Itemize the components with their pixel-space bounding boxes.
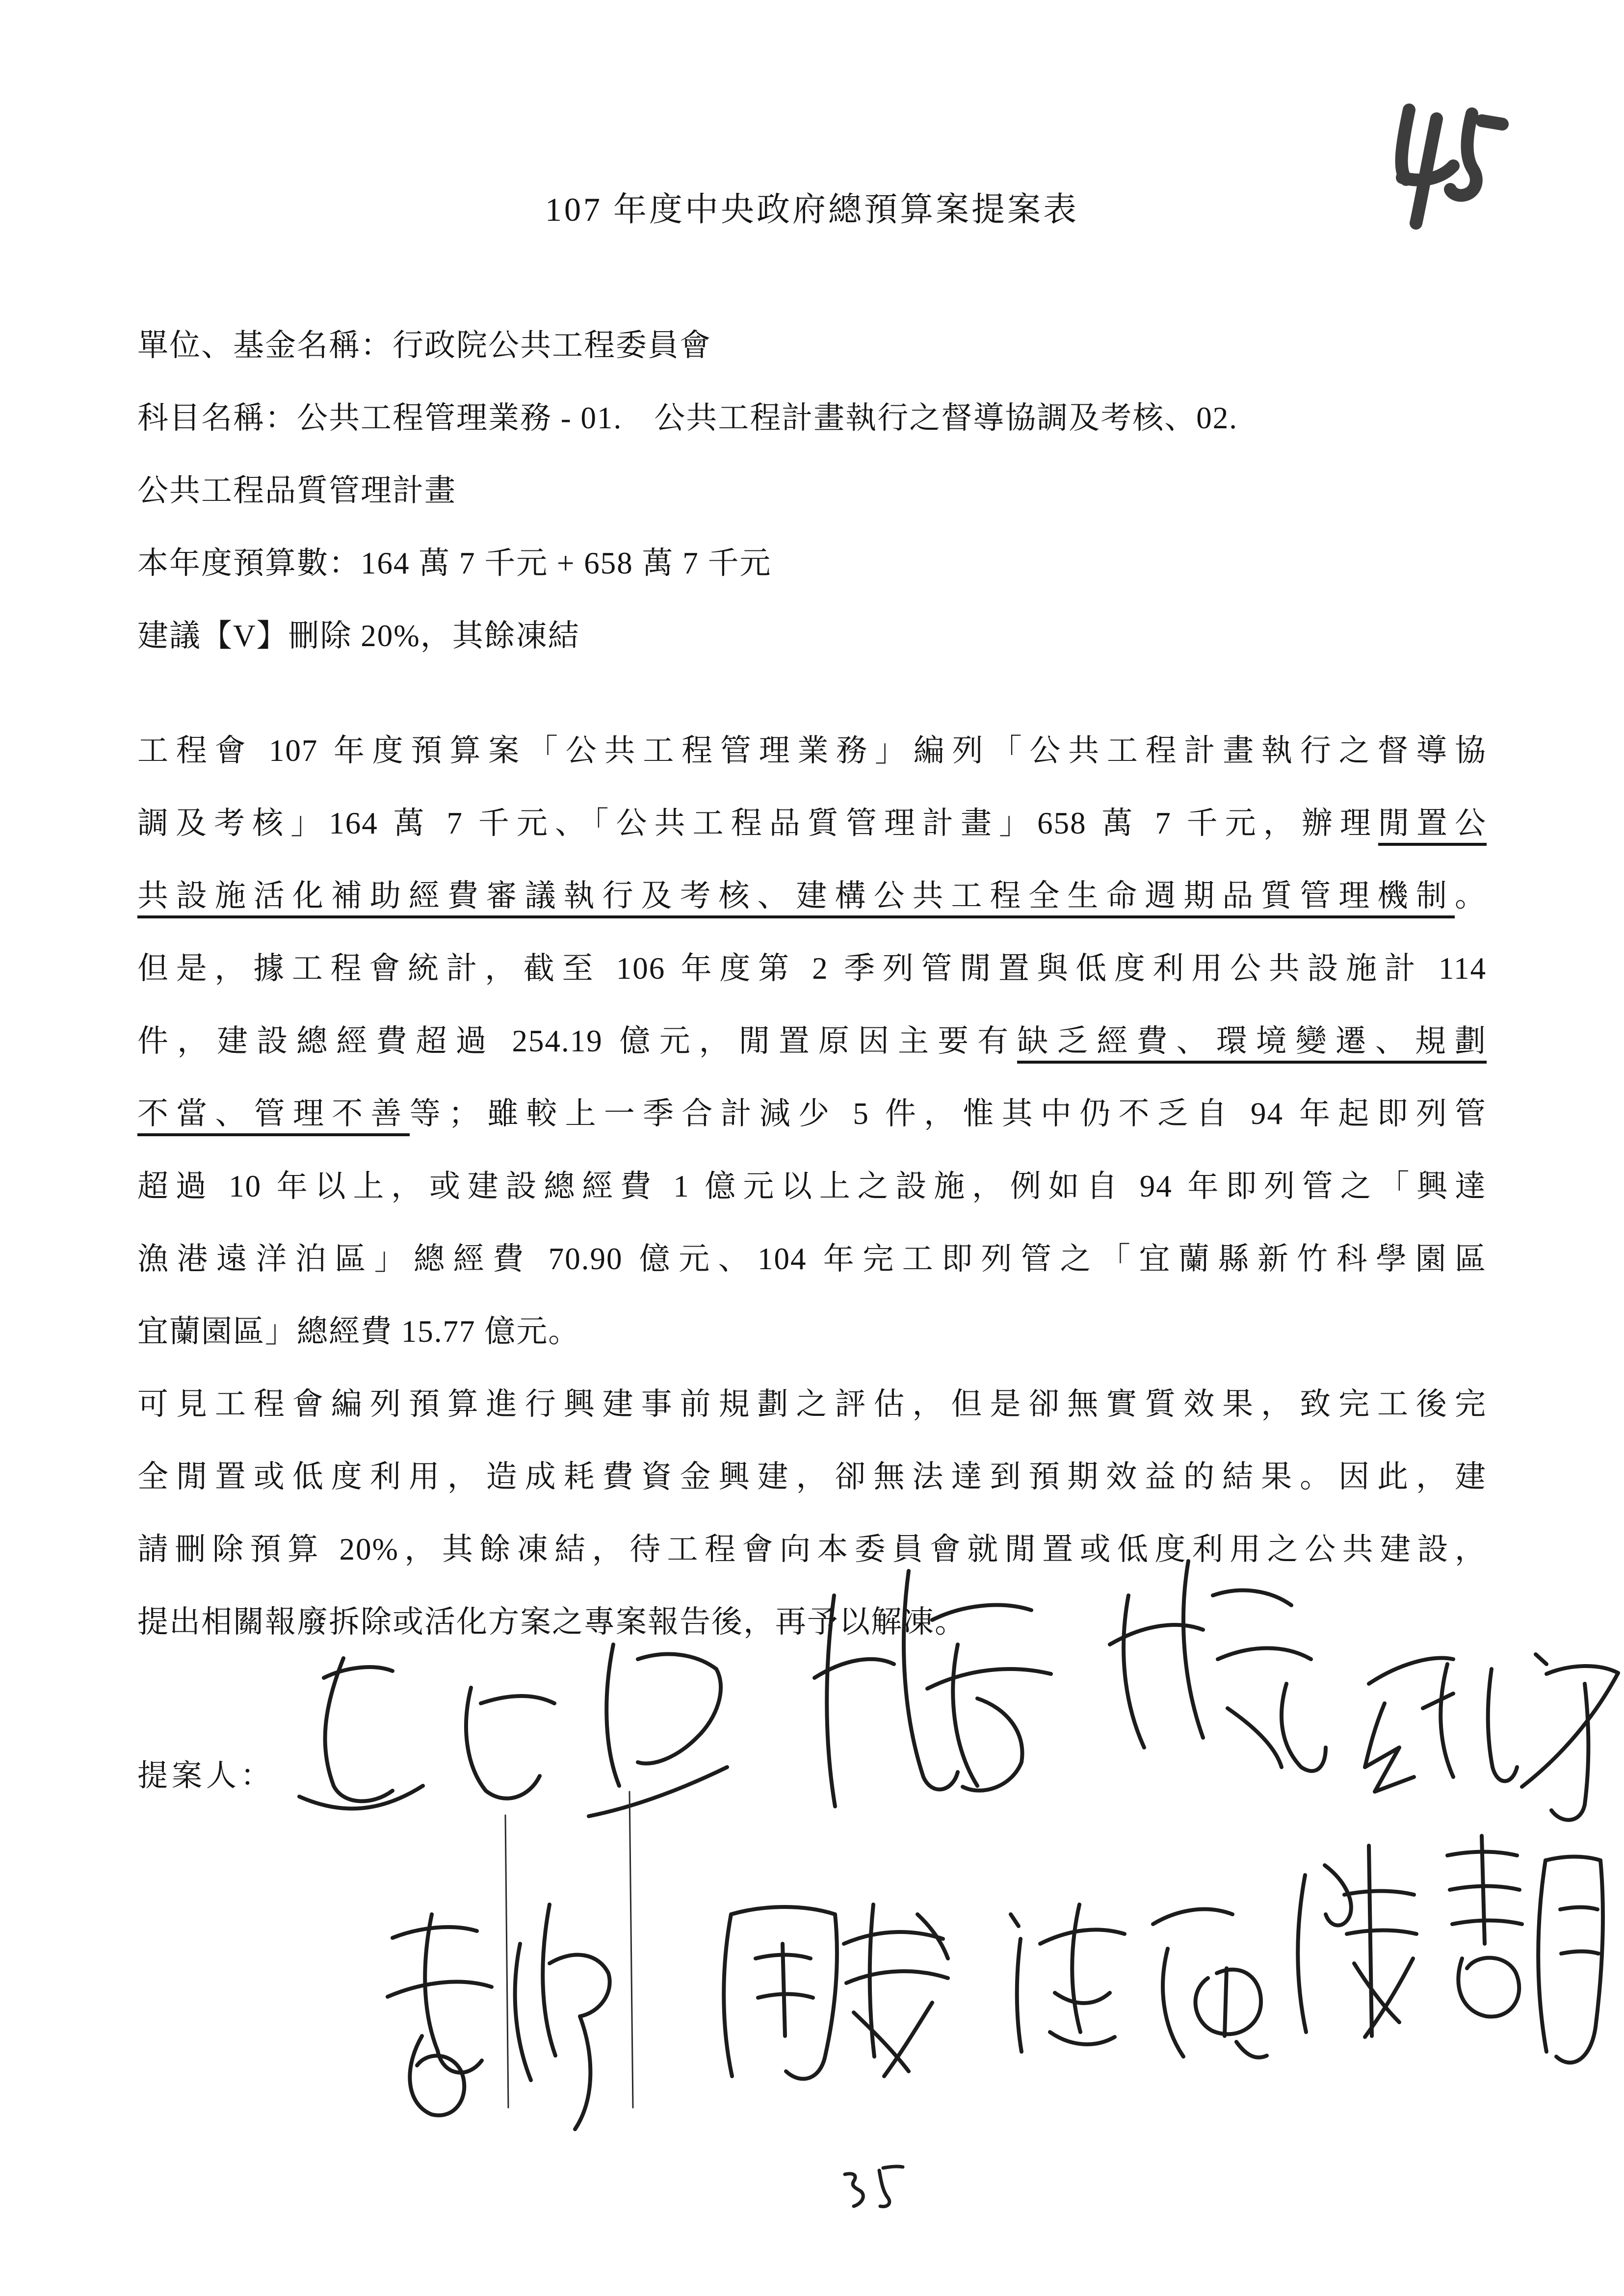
proposer-label: 提案人： — [137, 1759, 275, 1793]
text-segment: 單位、基金名稱：行政院公共工程委員會 — [137, 328, 711, 363]
underlined-text: 不當、管理不善 — [137, 1096, 410, 1136]
underlined-text: 缺乏經費、環境變遷、規劃 — [1017, 1024, 1487, 1064]
text-segment: 。 — [1455, 879, 1487, 913]
text-segment: 請刪除預算 20%，其餘凍結，待工程會向本委員會就閒置或低度利用之公共建設， — [137, 1532, 1487, 1566]
text-segment: 工程會 107 年度預算案「公共工程管理業務」編列「公共工程計畫執行之督導協 — [137, 733, 1487, 768]
page-number-35 — [845, 2166, 903, 2207]
page-title: 107 年度中央政府總預算案提案表 — [545, 191, 1079, 228]
text-line — [137, 382, 1487, 454]
text-line — [137, 454, 1487, 527]
text-line — [137, 1586, 1487, 1658]
text-line — [137, 1005, 1487, 1077]
text-segment: 提出相關報廢拆除或活化方案之專案報告後，再予以解凍。 — [137, 1605, 967, 1639]
text-segment: 全閒置或低度利用，造成耗費資金興建，卻無法達到預期效益的結果。因此，建 — [137, 1460, 1487, 1494]
text-line — [137, 309, 1487, 382]
text-segment: 超過 10 年以上，或建設總經費 1 億元以上之設施，例如自 94 年即列管之「興達 — [137, 1169, 1487, 1203]
text-segment: 等；雖較上一季合計減少 5 件，惟其中仍不乏自 94 年起即列管 — [409, 1096, 1487, 1131]
text-segment: 建議【V】刪除 20%，其餘凍結 — [137, 619, 580, 653]
underlined-text: 共設施活化補助經費審議執行及考核、建構公共工程全生命週期品質管理機制 — [137, 879, 1455, 918]
text-line — [137, 932, 1487, 1005]
signature-8 — [1298, 1836, 1603, 2062]
text-line — [137, 527, 1487, 600]
text-line — [137, 1077, 1487, 1150]
text-segment: 但是，據工程會統計，截至 106 年度第 2 季列管閒置與低度利用公共設施計 114 — [137, 951, 1487, 986]
text-line — [137, 787, 1487, 860]
text-segment: 可見工程會編列預算進行興建事前規劃之評估，但是卻無實質效果，致完工後完 — [137, 1387, 1487, 1421]
signature-6 — [724, 1905, 948, 2079]
header-block — [137, 309, 1487, 672]
text-segment: 件，建設總經費超過 254.19 億元，閒置原因主要有 — [137, 1024, 1018, 1058]
text-segment: 公共工程品質管理計畫 — [137, 473, 456, 508]
text-line — [137, 1223, 1487, 1295]
text-segment: 調及考核」164 萬 7 千元、「公共工程品質管理計畫」658 萬 7 千元，辦理 — [137, 806, 1378, 840]
signature-4 — [1365, 1654, 1618, 1820]
text-segment: 宜蘭園區」總經費 15.77 億元。 — [137, 1314, 580, 1349]
text-line — [137, 1368, 1487, 1440]
signature-1 — [299, 1644, 727, 2108]
text-line — [137, 1150, 1487, 1223]
text-line — [137, 714, 1487, 787]
text-segment: 科目名稱：公共工程管理業務 - 01. 公共工程計畫執行之督導協調及考核、02. — [137, 401, 1238, 435]
signature-7 — [1011, 1905, 1267, 2058]
text-line — [137, 600, 1487, 672]
text-line — [137, 1295, 1487, 1368]
text-segment: 本年度預算數：164 萬 7 千元 + 658 萬 7 千元 — [137, 546, 772, 580]
text-line — [137, 1513, 1487, 1586]
signature-5 — [388, 1905, 610, 2129]
underlined-text: 閒置公 — [1378, 806, 1487, 846]
text-line — [137, 1440, 1487, 1513]
text-line — [137, 860, 1487, 932]
text-segment: 漁港遠洋泊區」總經費 70.90 億元、104 年完工即列管之「宜蘭縣新竹科學園區 — [137, 1242, 1487, 1276]
body-paragraph — [137, 714, 1487, 1658]
